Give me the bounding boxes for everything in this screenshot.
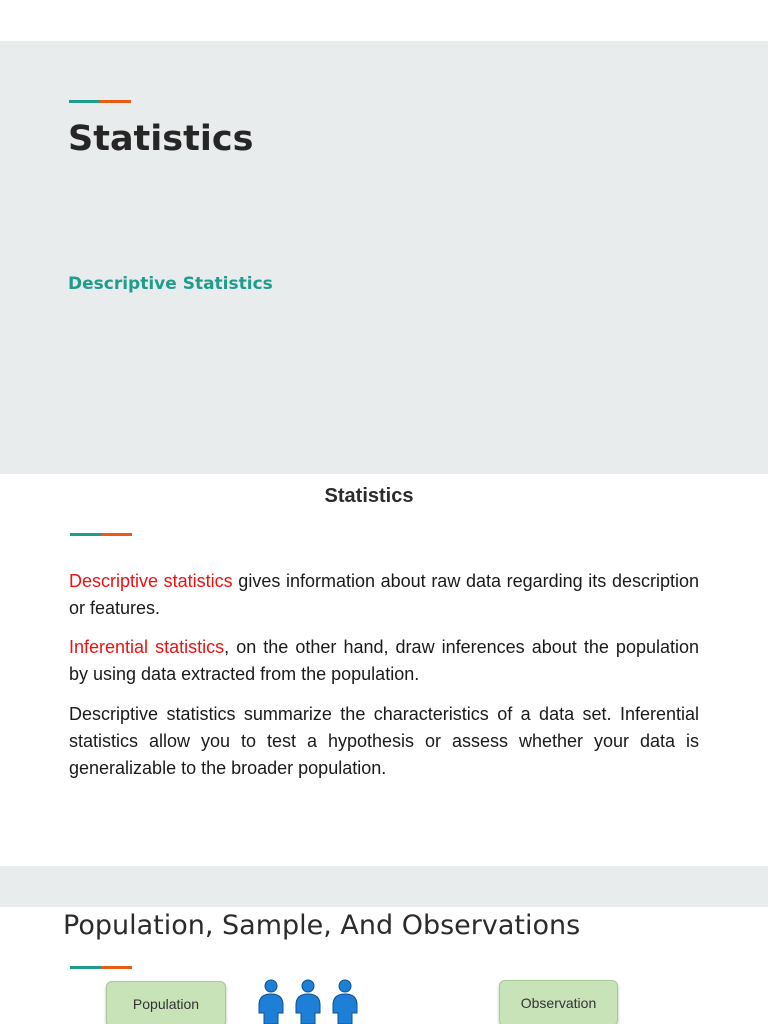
accent-bar (70, 966, 132, 969)
definitions-slide (0, 474, 768, 866)
inferential-paragraph (69, 634, 699, 688)
slide-title: Population, Sample, And Observations (63, 910, 581, 941)
person-icon (296, 980, 320, 1024)
people-group (256, 979, 360, 1024)
person-icon (333, 980, 357, 1024)
observation-box: Observation (499, 980, 618, 1024)
slide-title: Statistics (324, 485, 414, 507)
slide-title: Statistics (68, 119, 254, 159)
accent-bar (69, 100, 131, 103)
term-descriptive: Descriptive statistics (69, 571, 233, 591)
title-slide (0, 41, 768, 474)
paragraph-text: , on the other hand, draw inferences about the population by using data extracted from the population. (69, 637, 700, 684)
summary-paragraph: Descriptive statistics summarize the characteristics of a data set. Inferential statistics allow you to test a hypothesis or assess whether your data is generalizable to the broader population. (69, 704, 699, 778)
population-slide (0, 907, 768, 1024)
accent-bar (70, 533, 132, 536)
term-inferential: Inferential statistics (69, 637, 225, 657)
descriptive-paragraph (69, 568, 699, 622)
population-box: Population (106, 981, 226, 1024)
slide-separator (0, 866, 768, 907)
person-icon (259, 980, 283, 1024)
slide-subtitle: Descriptive Statistics (68, 274, 273, 294)
paragraph-text: gives information about raw data regarding its description or features. (69, 571, 699, 618)
